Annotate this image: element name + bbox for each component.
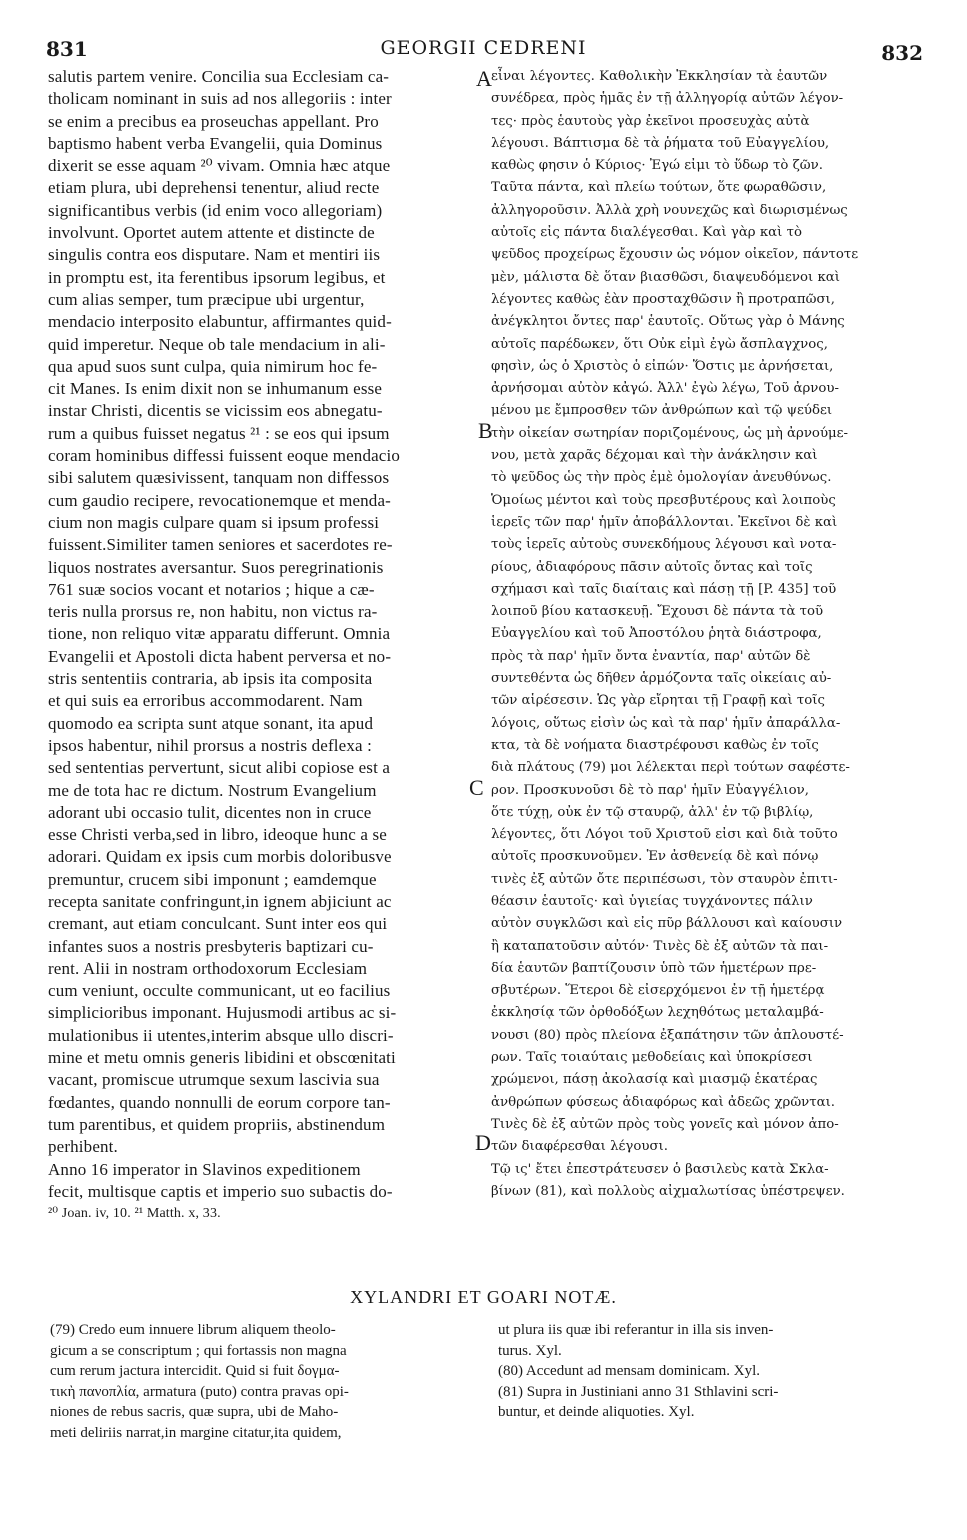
latin-text-line: mulationibus ii utentes,interim absque ullo discri- (48, 1025, 394, 1045)
latin-text-line: adorari. Quidam ex ipsis cum morbis doloribusve (48, 847, 392, 867)
latin-text-line: Anno 16 imperator in Slavinos expeditionem (48, 1159, 361, 1179)
page-number-left: 831 (46, 37, 88, 61)
margin-letter-c: C (469, 775, 484, 800)
greek-text-line: ἀλληγοροῦσιν. Ἀλλὰ χρὴ νουνεχῶς καὶ διωρισμένως (491, 202, 848, 218)
greek-text-line: τῶν διαφέρεσθαι λέγουσι. (491, 1139, 668, 1155)
latin-text-line: vacant, promiscue utrumque sexum lascivia sua (48, 1070, 380, 1090)
greek-text-line: νου, μετὰ χαρᾶς δέχομαι καὶ τὴν ἀνάκλησιν καὶ (491, 448, 818, 464)
latin-text-line: ipsos habentur, nihil prorsus a nostris deflexa : (48, 735, 372, 755)
latin-text-line: tum parentibus, et quidem propriis, abstinendum (48, 1114, 386, 1134)
greek-text-line: τινὲς ἐξ αὐτῶν ὄτε περιπέσωσι, τὸν σταυρὸν ἐπιτι- (491, 871, 838, 887)
greek-text-line: Τινὲς δὲ ἐξ αὐτῶν πρὸς τοὺς γονεῖς καὶ μόνον ἀπο- (491, 1116, 839, 1132)
running-title: GEORGII CEDRENI (380, 37, 587, 59)
greek-text-line: σχήμασι καὶ ταῖς διαίταις καὶ πάσῃ τῇ [P. 435] τοῦ (491, 581, 837, 597)
greek-text-line: θέασιν ἑαυτοῖς· καὶ ὑγιείας τυγχάνοντες πάλιν (491, 893, 813, 909)
greek-text-line: ψεῦδος προχείρως ἔχουσιν ὡς νόμον οἰκεῖον, πάντοτε (491, 247, 859, 263)
greek-text-line: λέγοντες, ὅτι Λόγοι τοῦ Χριστοῦ εἰσι καὶ διὰ τοῦτο (491, 827, 838, 843)
greek-text-line: λέγουσι. Βάπτισμα δὲ τὰ ῥήματα τοῦ Εὐαγγελίου, (491, 135, 830, 151)
latin-text-line: esse Christi verba,sed in libro, ideoque hunc a se (48, 825, 387, 845)
latin-text-line: se enim a precibus ea proseuchas appellant. Pro (48, 111, 379, 131)
greek-text-line: ρων. Ταῖς τοιαύταις μεθοδείαις καὶ ὑποκρίσεσι (491, 1050, 813, 1066)
greek-text-line: ἀνθρώπων φύσεως ἀδιαφόρως καὶ ἀδεῶς χρῶνται. (491, 1094, 836, 1110)
greek-text-line: χρώμενοι, πάσῃ ἀκολασίᾳ καὶ μιασμῷ ἑκατέρας (491, 1072, 818, 1088)
latin-text-line: infantes suos a nostris presbyteris baptizari cu- (48, 936, 374, 956)
note-line: niones de rebus sacris, quæ supra, ubi de Maho- (50, 1404, 339, 1421)
greek-text-line: Εὐαγγελίου καὶ τοῦ Ἀποστόλου ῥητὰ διάστροφα, (491, 626, 822, 642)
greek-text-line: ρον. Προσκυνοῦσι δὲ τὸ παρ' ἡμῖν Εὐαγγέλιον, (491, 782, 809, 798)
latin-footnote: ²⁰ Joan. iv, 10. ²¹ Matth. x, 33. (48, 1206, 221, 1222)
greek-text-line: ἱερεῖς τῶν παρ' ἡμῖν ἀποβάλλονται. Ἐκεῖνοι δὲ καὶ (491, 514, 838, 530)
latin-text-line: quomodo ea scripta sunt atque sonant, ita apud (48, 713, 374, 733)
latin-text-line: fuissent.Similiter tamen seniores et sacerdotes re- (48, 535, 393, 555)
greek-text-line: κτα, τὰ δὲ νοήματα διαστρέφουσι καθὼς ἐν τοῖς (491, 737, 819, 753)
greek-text-line: Ταῦτα πάντα, καὶ πλείω τούτων, ὅτε φωραθῶσιν, (491, 180, 827, 196)
latin-text-line: stris sententiis contraria, ab ipsis ita composita (48, 669, 373, 689)
latin-text-line: cum gaudio recipere, revocationemque et menda- (48, 490, 391, 510)
latin-text-line: instar Christi, dicentis se vicissim eos abnegatu- (48, 401, 383, 421)
greek-text-line: μένου με ἔμπροσθεν τῶν ἀνθρώπων καὶ τῷ ψεύδει (491, 403, 833, 419)
greek-text-line: λοιποῦ βίου κατασκευῇ. Ἔχουσι δὲ πάντα τὰ τοῦ (491, 604, 824, 620)
latin-text-line: perhibent. (48, 1137, 118, 1157)
note-line: cum rerum jactura intercidit. Quid si fuit δογμα- (50, 1363, 340, 1380)
greek-text-line: συντεθέντα ὡς δῆθεν ἁρμόζοντα ταῖς οἰκείαις αὐ- (491, 671, 832, 687)
greek-text-line: ρίους, ἀδιαφόρους πᾶσιν αὐτοῖς ὄντας καὶ τοῖς (491, 559, 813, 575)
greek-text-line: Τῷ ις' ἔτει ἐπεστράτευσεν ὁ βασιλεὺς κατὰ Σκλα- (491, 1161, 829, 1177)
greek-text-line: νουσι (80) πρὸς πλείονα ἐξαπάτησιν τῶν ἀπλουστέ- (491, 1027, 844, 1043)
latin-text-line: salutis partem venire. Concilia sua Ecclesiam ca- (48, 67, 390, 86)
page-header (0, 0, 967, 65)
greek-text-line: τὸ ψεῦδος ὡς τὴν πρὸς ἐμὲ ὁμολογίαν ἀνευθύνως. (491, 470, 832, 486)
latin-text-line: quid imperetur. Neque ob tale mendacium in ali- (48, 334, 386, 354)
latin-text-line: premuntur, crucem sibi imponunt ; eamdemque (48, 869, 377, 889)
latin-text-line: tholicam nominant in suis ad nos allegoriis : inter (48, 89, 392, 109)
greek-text-line: δία ἑαυτῶν βαπτίζουσιν ὑπὸ τῶν ἡμετέρων πρε- (491, 960, 817, 976)
note-line: (79) Credo eum innuere librum aliquem theolo- (50, 1322, 336, 1338)
latin-text-line: singulis contra eos disputare. Nam et mentiri iis (48, 245, 381, 265)
greek-text-line: σβυτέρων. Ἕτεροι δὲ εἰσερχόμενοι ἐν τῇ ἡμετέρᾳ (491, 983, 825, 999)
latin-text-line: fecit, multisque captis et imperio suo subactis do- (48, 1181, 393, 1201)
latin-text-line: cum alias semper, tum præcipue ubi urgentur, (48, 289, 365, 309)
latin-text-line: qua apud suos sunt culpa, quia nimirum hoc fe- (48, 356, 378, 376)
latin-text-line: 761 suæ socios vocant et notarios ; hique a cæ- (48, 579, 375, 599)
latin-text-line: rent. Alii in nostram orthodoxorum Ecclesiam (48, 958, 368, 978)
greek-text-line: διὰ πλάτους (79) μοι λέλεκται περὶ τούτων σαφέστε- (491, 760, 850, 776)
greek-text-line: τοὺς ἱερεῖς αὐτοὺς συνεκδήμους λέγουσι καὶ νοτα- (491, 537, 837, 553)
margin-letter-a: A (476, 66, 492, 91)
notes-right-column (498, 1320, 928, 1423)
latin-text-line: teris nulla prorsus re, non habitu, non victus ra- (48, 602, 378, 622)
latin-text-line: mendacio interposito elabuntur, affirmantes quid- (48, 312, 392, 332)
latin-text-line: coram hominibus diffessi fuissent eoque mendacio (48, 446, 401, 466)
greek-text-line: αὐτοῖς παρέδωκεν, ὅτι Οὐκ εἰμὶ ἐγὼ ἄσπλαγχνος, (491, 336, 828, 352)
page-number-right: 832 (881, 41, 923, 65)
note-line: turus. Xyl. (498, 1342, 562, 1359)
greek-text-line: ἢ καταπατοῦσιν αὐτόν· Τινὲς δὲ ἐξ αὐτῶν τὰ παι- (491, 938, 829, 954)
latin-text-line: cium non magis culpare quam si ipsum professi (48, 512, 380, 532)
greek-text-line: πρὸς τὰ παρ' ἡμῖν ὄντα ἐναντία, παρ' αὐτῶν δὲ (491, 648, 811, 664)
latin-text-line: recepta sanitate confringunt,in ignem abjiciunt ac (48, 891, 392, 911)
greek-text-line: τὴν οἰκείαν σωτηρίαν ποριζομένους, ὡς μὴ ἀρνούμε- (491, 425, 849, 441)
latin-text-line: cum veniunt, occulte communicant, ut eo facilius (48, 981, 391, 1001)
greek-text-line: συνέδρεα, πρὸς ἡμᾶς ἐν τῇ ἀλληγορίᾳ αὐτῶν λέγον- (491, 91, 844, 107)
greek-text-line: ἐκκλησίᾳ τῶν ὀρθοδόξων λεχηθότως μεταλαμβά- (491, 1005, 824, 1021)
latin-text-line: in promptu est, ita ferentibus ipsorum legibus, et (48, 267, 386, 287)
latin-text-line: et qui suis ea erroribus accommodarent. Nam (48, 691, 363, 711)
greek-text-line: βίνων (81), καὶ πολλοὺς αἰχμαλωτίσας ὑπέστρεψεν. (491, 1183, 845, 1199)
note-line: buntur, et deinde aliquoties. Xyl. (498, 1404, 695, 1421)
note-line: (81) Supra in Justiniani anno 31 Sthlavini scri- (498, 1383, 779, 1400)
latin-text-line: baptismo habent verba Evangelii, quia Dominus (48, 133, 383, 153)
latin-text-line: liquos nostrates aversantur. Suos peregrinationis (48, 557, 384, 577)
notes-title: XYLANDRI ET GOARI NOTÆ. (350, 1287, 617, 1307)
note-line: (80) Accedunt ad mensam dominicam. Xyl. (498, 1363, 761, 1380)
latin-text-line: sibi salutem quæsivissent, tanquam non diffessos (48, 468, 390, 488)
notes-left-column (50, 1320, 470, 1444)
latin-text-line: fœdantes, quando nonnulli de eorum corpore tan- (48, 1092, 391, 1112)
margin-letter-b: B (478, 418, 493, 443)
greek-column (491, 66, 929, 1203)
margin-letter-d: D (475, 1130, 491, 1155)
latin-text-line: rum a quibus fuisset negatus ²¹ : se eos qui ipsum (48, 423, 390, 443)
greek-text-line: λέγοντες καθὼς ἐὰν προσταχθῶσιν ἢ προτραπῶσι, (491, 291, 835, 307)
latin-text-line: significantibus verbis (id enim voco allegoriam) (48, 200, 383, 220)
greek-text-line: τες· πρὸς ἑαυτοὺς γὰρ ἐκεῖνοι προσευχὰς αὐτὰ (491, 113, 810, 129)
greek-text-line: τῶν αἱρέσεσιν. Ὡς γὰρ εἴρηται τῇ Γραφῇ καὶ τοῖς (491, 693, 825, 709)
greek-text-line: ἀνέγκλητοι ὄντες παρ' ἑαυτοῖς. Οὕτως γὰρ ὁ Μάνης (491, 314, 845, 330)
greek-text-line: λόγοις, οὕτως εἰσὶν ὡς καὶ τὰ παρ' ἡμῖν ἀπαράλλα- (491, 715, 841, 731)
greek-text-line: ἀρνήσομαι αὐτὸν κἀγώ. Ἀλλ' ἐγὼ λέγω, Τοῦ ἀρνου- (491, 381, 839, 397)
latin-text-line: adorant ubi occasio tulit, dicentes non in cruce (48, 802, 372, 822)
note-line: meti deliriis narrat,in margine citatur,ita quidem, (50, 1424, 342, 1441)
greek-text-line: καθὼς φησιν ὁ Κύριος· Ἐγώ εἰμι τὸ ὕδωρ τὸ ζῶν. (491, 158, 823, 174)
latin-column (48, 66, 470, 1225)
latin-text-line: sed sententias pervertunt, sicut alibi copiose est a (48, 758, 391, 778)
greek-text-line: ὅτε τύχῃ, οὐκ ἐν τῷ σταυρῷ, ἀλλ' ἐν τῷ βιβλίῳ, (491, 804, 814, 820)
note-line: τικὴ πανοπλία, armatura (puto) contra pravas opi- (50, 1383, 349, 1400)
greek-text-line: Ὁμοίως μέντοι καὶ τοὺς πρεσβυτέρους καὶ λοιποὺς (491, 492, 836, 508)
greek-text-line: αὐτοῖς προσκυνοῦμεν. Ἐν ἀσθενείᾳ δὲ καὶ πόνῳ (491, 849, 819, 865)
latin-text-line: tione, non reliquo vitæ apparatu differunt. Omnia (48, 624, 391, 644)
note-line: ut plura iis quæ ibi referantur in illa sis inven- (498, 1322, 774, 1338)
greek-text-line: αὐτοῖς εἰς πάντα διαλέγεσθαι. Καὶ γὰρ καὶ τὸ (491, 225, 802, 241)
greek-text-line: μὲν, μάλιστα δὲ ὅταν βιασθῶσι, διαψευδόμενοι καὶ (491, 269, 840, 285)
latin-text-line: simplicioribus imponant. Hujusmodi artibus ac si- (48, 1003, 397, 1023)
latin-text-line: etiam plura, ubi deprehensi tenentur, aliud recte (48, 178, 380, 198)
latin-text-line: me de tota hac re dictum. Nostrum Evangelium (48, 780, 377, 800)
latin-text-line: involvunt. Oportet autem attente et distincte de (48, 223, 375, 243)
greek-text-line: φησὶν, ὡς ὁ Χριστὸς ὁ εἰπών· Ὅστις με ἀρνήσεται, (491, 358, 834, 374)
greek-text-line: αὐτὸν συγκλῶσι καὶ εἰς πῦρ βάλλουσι καὶ καίουσιν (491, 916, 843, 932)
latin-text-line: mine et metu omnis generis libidini et obscœnitati (48, 1048, 396, 1068)
note-line: gicum a se conscriptum ; qui fortassis non magna (50, 1342, 347, 1359)
latin-text-line: Evangelii et Apostoli dicta habent perversa et no- (48, 646, 392, 666)
latin-text-line: cremant, aut etiam conculcant. Sunt inter eos qui (48, 914, 388, 934)
latin-text-line: cit Manes. Is enim dixit non se inhumanum esse (48, 379, 383, 399)
greek-text-line: εἶναι λέγοντες. Καθολικὴν Ἐκκλησίαν τὰ ἑαυτῶν (491, 69, 828, 84)
latin-text-line: dixerit se esse aquam ²⁰ vivam. Omnia hæc atque (48, 156, 391, 176)
